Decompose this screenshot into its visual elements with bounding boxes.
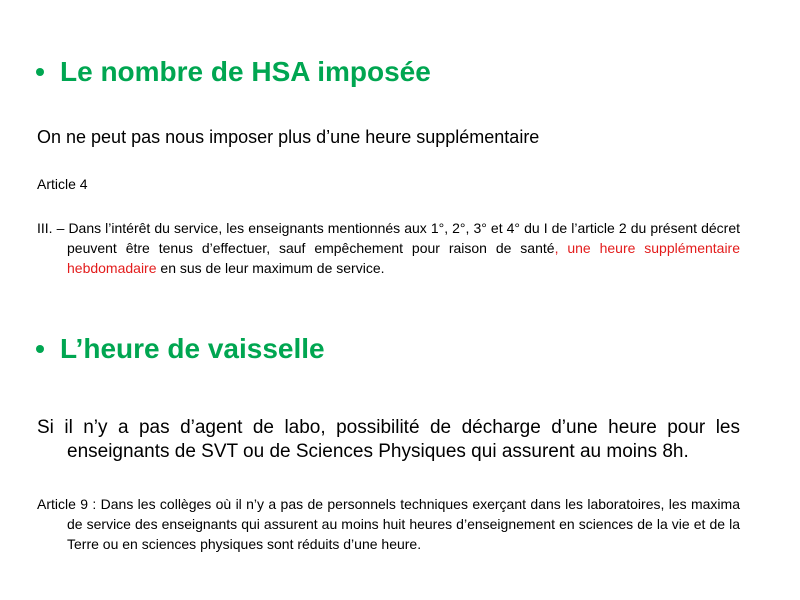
section1-heading-row — [36, 56, 431, 88]
article-text-before: III. – Dans l’intérêt du service, les enseignants mentionnés aux 1°, 2°, 3° et 4° du I de l’article 2 du présent décret peuvent être tenus d’effectuer, sauf empêchement pour raison de santé — [37, 220, 740, 256]
section2-heading: L’heure de vaisselle — [60, 333, 325, 364]
section1-article-label: Article 4 — [37, 176, 88, 192]
section2-article-text: Article 9 : Dans les collèges où il n’y a pas de personnels techniques exerçant dans les laboratoires, les maxima de service des enseignants qui assurent au moins huit heures d’enseignement en sciences de la vie et de la Terre ou en sciences physiques sont réduits d’une heure. — [37, 496, 740, 552]
section1-subtitle: On ne peut pas nous imposer plus d’une heure supplémentaire — [37, 127, 540, 147]
article-text-after: en sus de leur maximum de service. — [156, 260, 385, 276]
section1-heading: Le nombre de HSA imposée — [60, 56, 431, 87]
article-text-emphasis: , une heure supplémentaire hebdomadaire — [67, 240, 740, 276]
section2-statement: Si il n’y a pas d’agent de labo, possibilité de décharge d’une heure pour les enseignants de SVT ou de Sciences Physiques qui assurent au moins 8h. — [37, 417, 740, 462]
section1-article-text — [37, 218, 740, 278]
section2-heading-row — [36, 333, 325, 365]
bullet-icon — [36, 345, 44, 353]
bullet-icon — [36, 68, 44, 76]
